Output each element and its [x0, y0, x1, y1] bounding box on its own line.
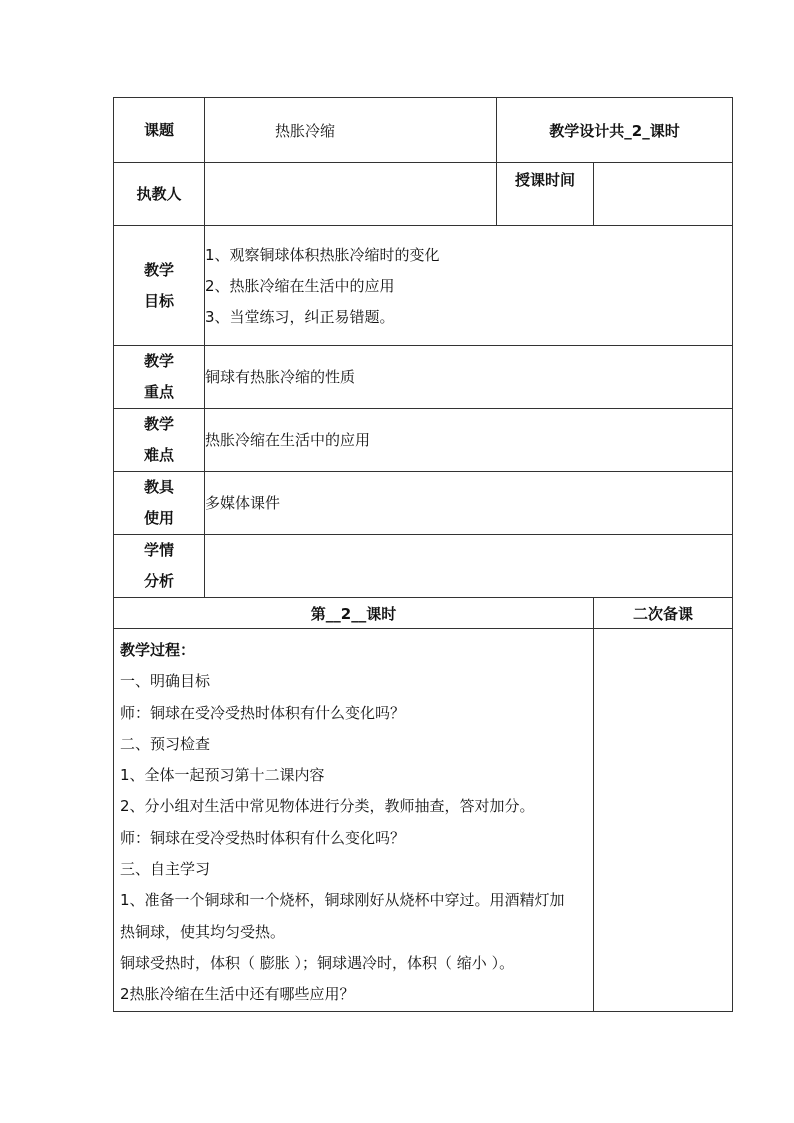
time-label: 授课时间 — [497, 163, 594, 226]
tools-label: 教具 使用 — [114, 472, 205, 535]
topic-text: 热胀冷缩 — [275, 121, 336, 140]
situation-row — [114, 535, 733, 598]
goals-label: 教学 目标 — [114, 226, 205, 346]
situation-value — [205, 535, 733, 598]
process-line: 三、自主学习 — [120, 860, 211, 879]
second-prep-label: 二次备课 — [594, 598, 733, 629]
tools-value: 多媒体课件 — [205, 472, 733, 535]
goal-item: 1、观察铜球体积热胀冷缩时的变化 — [205, 246, 440, 264]
process-line: 1、准备一个铜球和一个烧杯，铜球刚好从烧杯中穿过。用酒精灯加 — [120, 891, 565, 910]
process-line: 一、明确目标 — [120, 672, 211, 691]
focus-label: 教学 重点 — [114, 346, 205, 409]
topic-row — [114, 98, 733, 163]
process-content — [114, 629, 594, 1012]
process-line: 2热胀冷缩在生活中还有哪些应用？ — [120, 985, 355, 1004]
session-title: 第__2__课时 — [114, 598, 594, 629]
focus-row — [114, 346, 733, 409]
topic-label: 课题 — [114, 98, 205, 163]
difficulty-value: 热胀冷缩在生活中的应用 — [205, 409, 733, 472]
difficulty-row — [114, 409, 733, 472]
lesson-count: 教学设计共_2_课时 — [497, 98, 733, 163]
goal-item: 2、热胀冷缩在生活中的应用 — [205, 277, 395, 295]
goals-row — [114, 226, 733, 346]
lesson-plan-table — [113, 97, 733, 1012]
teacher-value — [205, 163, 497, 226]
process-line: 铜球受热时，体积（ 膨胀 ）；铜球遇冷时，体积（ 缩小 ）。 — [120, 953, 515, 972]
process-line: 2、分小组对生活中常见物体进行分类，教师抽查，答对加分。 — [120, 797, 535, 816]
process-line: 师：铜球在受冷受热时体积有什么变化吗？ — [120, 828, 406, 847]
process-line: 热铜球，使其均匀受热。 — [120, 922, 286, 941]
process-line: 师：铜球在受冷受热时体积有什么变化吗？ — [120, 703, 406, 722]
tools-row — [114, 472, 733, 535]
process-line: 1、全体一起预习第十二课内容 — [120, 766, 325, 785]
goals-list — [205, 226, 733, 346]
process-line: 二、预习检查 — [120, 734, 211, 753]
topic-value — [205, 98, 497, 163]
focus-value: 铜球有热胀冷缩的性质 — [205, 346, 733, 409]
goal-item: 3、当堂练习，纠正易错题。 — [205, 308, 395, 326]
process-heading: 教学过程： — [120, 641, 196, 659]
time-value — [594, 163, 733, 226]
situation-label: 学情 分析 — [114, 535, 205, 598]
difficulty-label: 教学 难点 — [114, 409, 205, 472]
second-prep-notes — [594, 629, 733, 1012]
session-row — [114, 598, 733, 629]
teacher-row — [114, 163, 733, 226]
process-row — [114, 629, 733, 1012]
teacher-label: 执教人 — [114, 163, 205, 226]
